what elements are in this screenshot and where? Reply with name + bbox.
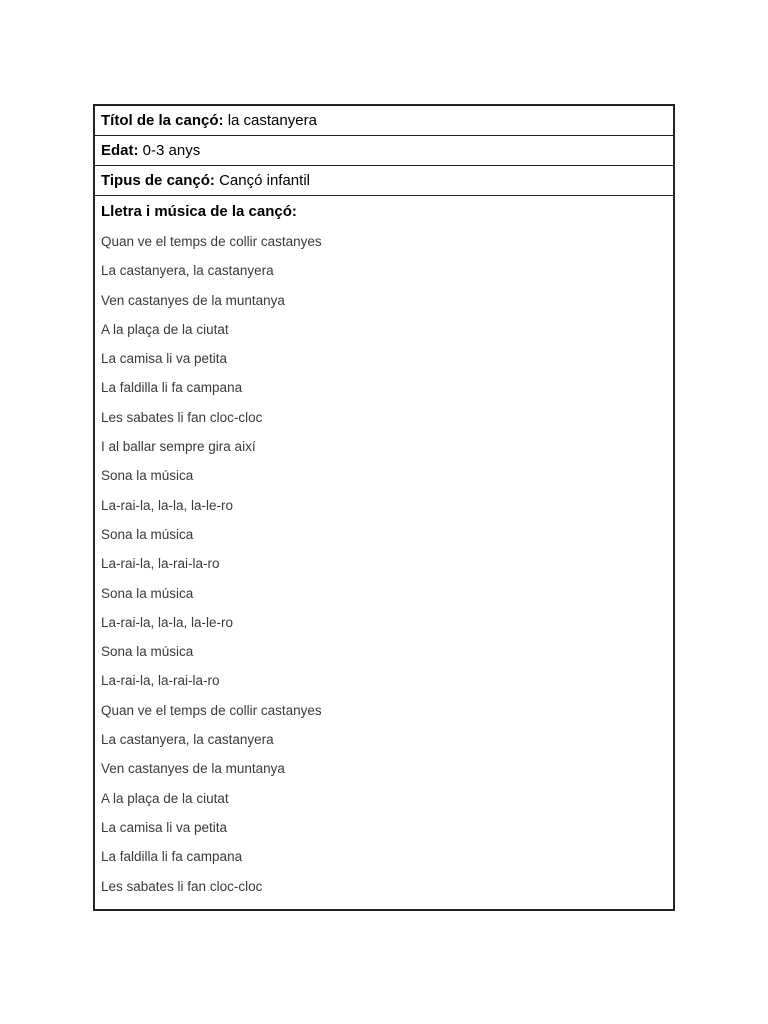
lyric-line: Les sabates li fan cloc-cloc: [101, 878, 263, 894]
lyric-line: La faldilla li fa campana: [101, 849, 243, 865]
lyric-line: La castanyera, la castanyera: [101, 263, 274, 279]
lyric-line: A la plaça de la ciutat: [101, 321, 229, 337]
lyric-line: La-rai-la, la-rai-la-ro: [101, 673, 220, 689]
age-value: 0-3 anys: [142, 142, 201, 159]
lyric-line: Les sabates li fan cloc-cloc: [101, 409, 263, 425]
lyric-line: Sona la música: [101, 585, 194, 601]
song-info-table: [93, 104, 675, 911]
age-label: Edat:: [101, 142, 139, 159]
title-value: la castanyera: [227, 112, 317, 129]
lyric-line: A la plaça de la ciutat: [101, 790, 229, 806]
lyric-line: I al ballar sempre gira així: [101, 439, 256, 455]
type-label: Tipus de cançó:: [101, 172, 215, 189]
lyric-line: La castanyera, la castanyera: [101, 732, 274, 748]
lyric-line: Sona la música: [101, 468, 194, 484]
title-row: [95, 106, 673, 136]
lyrics-list: [101, 227, 667, 901]
lyric-line: La-rai-la, la-la, la-le-ro: [101, 497, 234, 513]
lyric-line: Quan ve el temps de collir castanyes: [101, 702, 322, 718]
type-row: [95, 166, 673, 196]
lyrics-cell: [95, 197, 673, 909]
lyrics-heading: Lletra i música de la cançó:: [101, 203, 297, 220]
lyric-line: La-rai-la, la-la, la-le-ro: [101, 614, 234, 630]
lyric-line: La faldilla li fa campana: [101, 380, 243, 396]
lyric-line: La camisa li va petita: [101, 819, 228, 835]
lyric-line: La camisa li va petita: [101, 351, 228, 367]
lyric-line: La-rai-la, la-rai-la-ro: [101, 556, 220, 572]
lyric-line: Quan ve el temps de collir castanyes: [101, 234, 322, 249]
age-row: [95, 136, 673, 166]
type-value: Cançó infantil: [219, 172, 310, 189]
lyric-line: Sona la música: [101, 526, 194, 542]
title-label: Títol de la cançó:: [101, 112, 224, 129]
lyric-line: Ven castanyes de la muntanya: [101, 761, 285, 777]
lyric-line: Sona la música: [101, 644, 194, 660]
lyric-line: Ven castanyes de la muntanya: [101, 292, 285, 308]
